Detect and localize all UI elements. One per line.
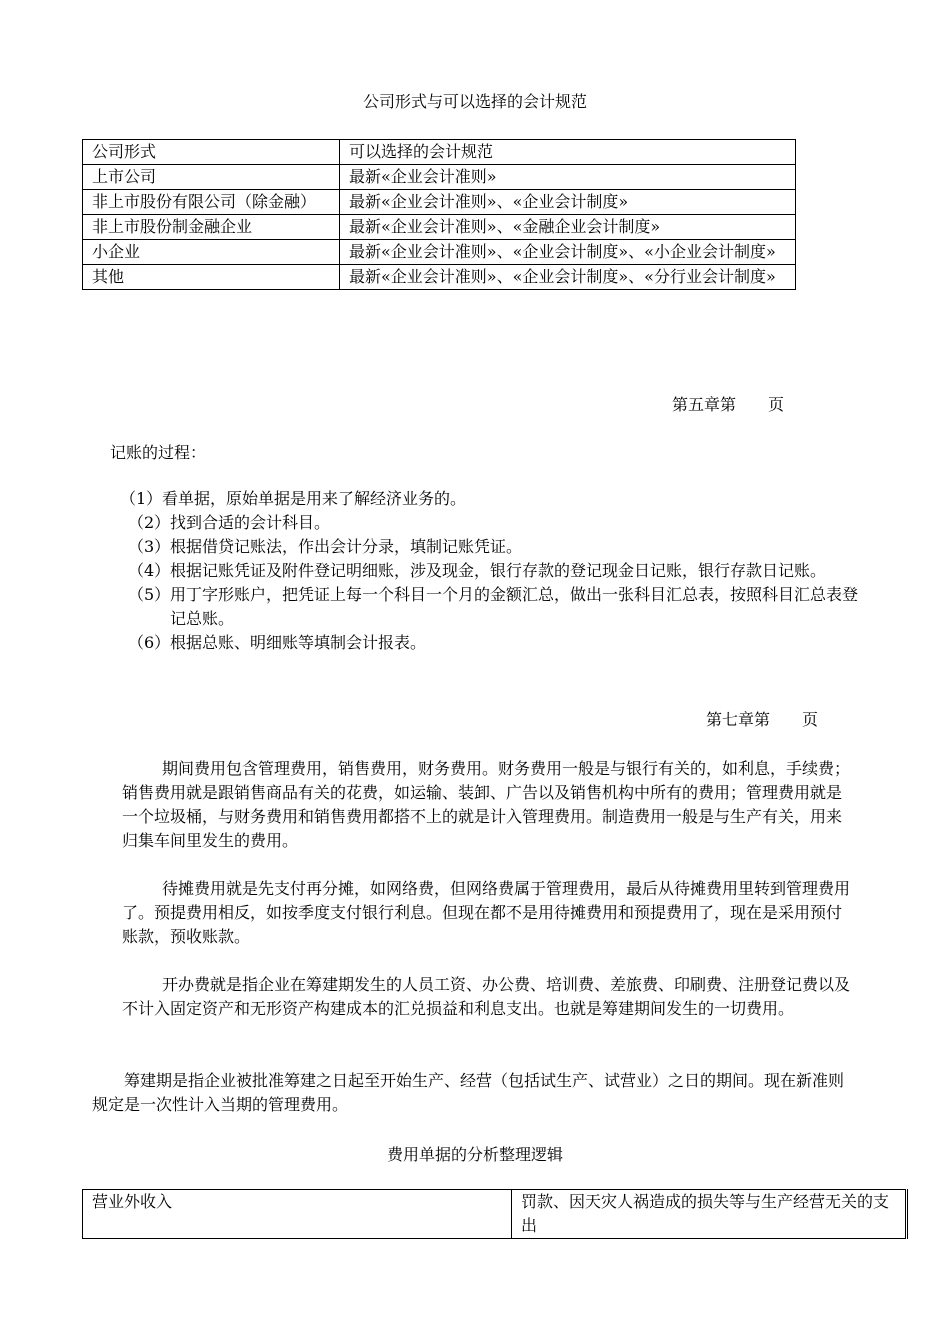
table-cell: 非上市股份制金融企业 — [83, 215, 340, 240]
table-cell: 最新«企业会计准则»、«企业会计制度»、«小企业会计制度» — [340, 240, 796, 265]
process-heading: 记账的过程： — [110, 443, 207, 462]
table2-title: 费用单据的分析整理逻辑 — [386, 1145, 563, 1164]
table-row — [83, 190, 796, 215]
table-cell: 最新«企业会计准则» — [340, 165, 796, 190]
table-header-row — [83, 140, 796, 165]
table1-title: 公司形式与可以选择的会计规范 — [362, 92, 587, 111]
step-number: （6） — [128, 633, 171, 652]
step-number: （1） — [120, 489, 163, 508]
list-item — [120, 487, 865, 511]
step-text: 用丁字形账户，把凭证上每一个科目一个月的金额汇总，做出一张科目汇总表，按照科目汇总表登记总账。 — [170, 585, 859, 628]
step-text: 根据记账凭证及附件登记明细账，涉及现金，银行存款的登记现金日记账，银行存款日记账。 — [170, 561, 827, 580]
table-cell: 非上市股份有限公司（除金融） — [83, 190, 340, 215]
step-number: （2） — [128, 513, 171, 532]
table-cell: 上市公司 — [83, 165, 340, 190]
paragraph-prepaid-expenses: 待摊费用就是先支付再分摊，如网络费，但网络费属于管理费用，最后从待摊费用里转到管理费用了。预提费用相反，如按季度支付银行利息。但现在都不是用待摊费用和预提费用了，现在是采用预付账款，预收账款。 — [122, 879, 851, 946]
list-item — [128, 583, 865, 631]
step-number: （3） — [128, 537, 171, 556]
step-text: 看单据，原始单据是用来了解经济业务的。 — [162, 489, 467, 508]
paragraph-period-expenses: 期间费用包含管理费用，销售费用，财务费用。财务费用一般是与银行有关的，如利息，手续费；销售费用就是跟销售商品有关的花费，如运输、装卸、广告以及销售机构中所有的费用；管理费用就是一个垃圾桶，与财务费用和销售费用都搭不上的就是计入管理费用。制造费用一般是与生产有关，用来归集车间里发生的费用。 — [122, 759, 851, 850]
step-text: 根据总账、明细账等填制会计报表。 — [170, 633, 427, 652]
header-cell: 公司形式 — [83, 140, 340, 165]
table-cell: 其他 — [83, 265, 340, 290]
table-row — [83, 240, 796, 265]
table-cell: 罚款、因天灾人祸造成的损失等与生产经营无关的支出 — [512, 1190, 907, 1239]
table-cell: 营业外收入 — [83, 1190, 512, 1239]
paragraph-preparation-period: 筹建期是指企业被批准筹建之日起至开始生产、经营（包括试生产、试营业）之日的期间。现在新准则规定是一次性计入当期的管理费用。 — [92, 1071, 845, 1114]
table-cell: 最新«企业会计准则»、«企业会计制度» — [340, 190, 796, 215]
header-cell: 可以选择的会计规范 — [340, 140, 796, 165]
page-note-chapter5: 第五章第 页 — [671, 395, 784, 414]
step-number: （4） — [128, 561, 171, 580]
step-text: 根据借贷记账法，作出会计分录，填制记账凭证。 — [170, 537, 523, 556]
table-row — [83, 1190, 907, 1239]
step-number: （5） — [128, 585, 171, 604]
table-row — [83, 215, 796, 240]
table-cell: 小企业 — [83, 240, 340, 265]
list-item — [128, 559, 865, 583]
table-row — [83, 165, 796, 190]
page-note-chapter7: 第七章第 页 — [705, 710, 818, 729]
process-steps-list — [120, 487, 865, 655]
list-item — [128, 631, 865, 655]
company-accounting-table — [82, 139, 796, 290]
list-item — [128, 511, 865, 535]
table-row — [83, 265, 796, 290]
list-item — [128, 535, 865, 559]
table-cell: 最新«企业会计准则»、«金融企业会计制度» — [340, 215, 796, 240]
table-cell: 最新«企业会计准则»、«企业会计制度»、«分行业会计制度» — [340, 265, 796, 290]
step-text: 找到合适的会计科目。 — [170, 513, 331, 532]
expense-logic-table — [82, 1189, 908, 1239]
paragraph-startup-costs: 开办费就是指企业在筹建期发生的人员工资、办公费、培训费、差旅费、印刷费、注册登记费以及不计入固定资产和无形资产构建成本的汇兑损益和利息支出。也就是筹建期间发生的一切费用。 — [122, 975, 851, 1018]
